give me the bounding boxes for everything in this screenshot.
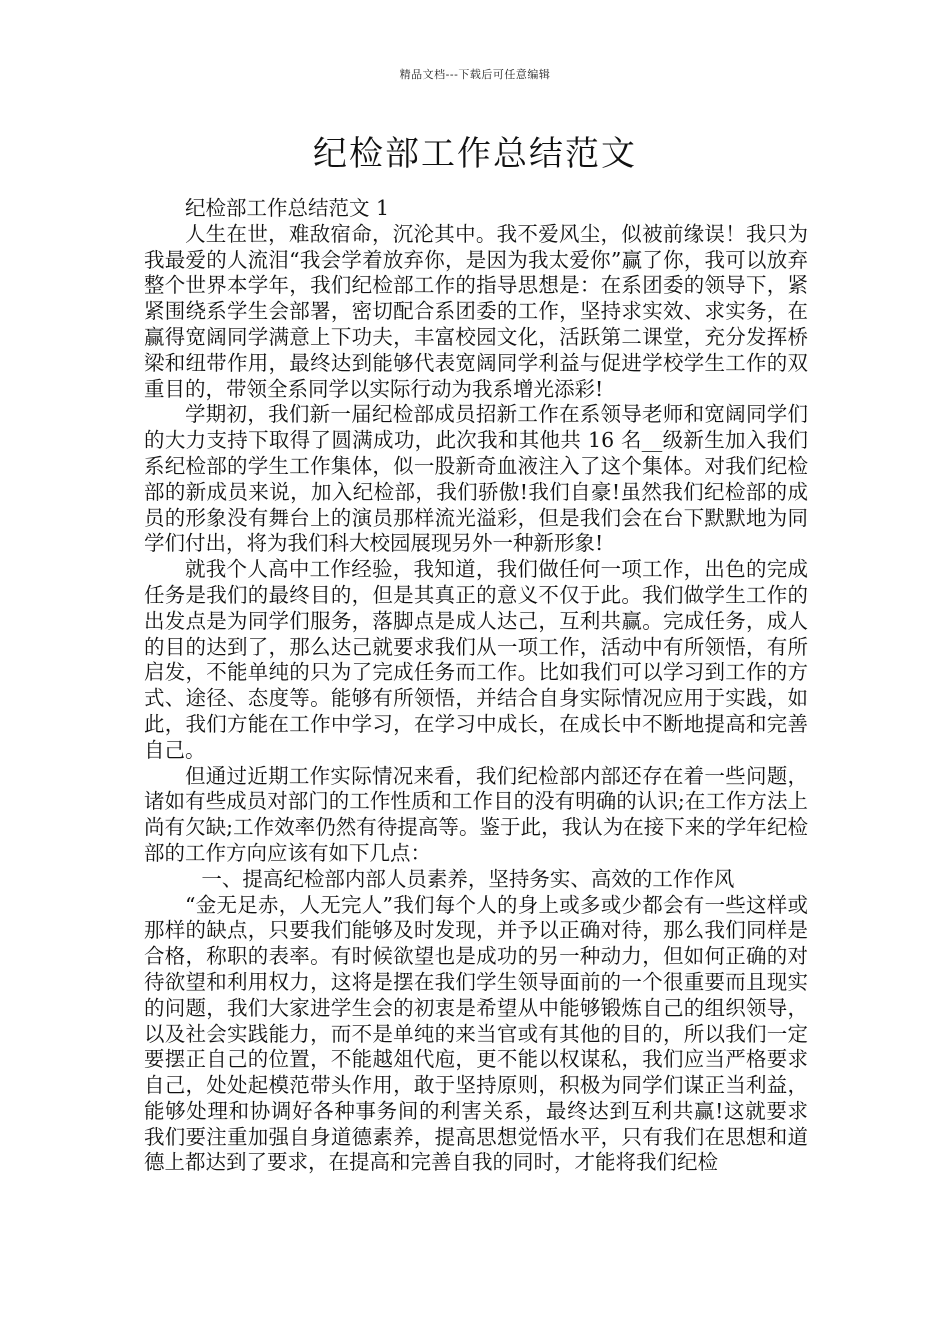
paragraph: 人生在世，难敌宿命，沉沦其中。我不爱风尘，似被前缘误！我只为我最爱的人流泪“我会学着放弃你，是因为我太爱你”赢了你，我可以放弃整个世界本学年，我们纪检部工作的指导思想是：在系团委的领导下，紧紧围绕系学生会部署，密切配合系团委的工作，坚持求实效、求实务，在赢得宽阔同学满意上下功夫，丰富校园文化，活跃第二课堂，充分发挥桥梁和纽带作用，最终达到能够代表宽阔同学利益与促进学校学生工作的双重目的，带领全系同学以实际行动为我系增光添彩!	[144, 221, 808, 401]
document-body	[144, 196, 808, 1176]
document-subtitle: 纪检部工作总结范文 1	[185, 196, 390, 220]
paragraph: 就我个人高中工作经验，我知道，我们做任何一项工作，出色的完成任务是我们的最终目的，但是其真正的意义不仅于此。我们做学生工作的出发点是为同学们服务，落脚点是成人达己，互利共赢。完成任务，成人的目的达到了，那么达己就要求我们从一项工作，活动中有所领悟，有所启发，不能单纯的只为了完成任务而工作。比如我们可以学习到工作的方式、途径、态度等。能够有所领悟，并结合自身实际情况应用于实践，如此，我们方能在工作中学习，在学习中成长，在成长中不断地提高和完善自己。	[144, 557, 808, 762]
paragraph: 但通过近期工作实际情况来看，我们纪检部内部还存在着一些问题，诸如有些成员对部门的工作性质和工作目的没有明确的认识;在工作方法上尚有欠缺;工作效率仍然有待提高等。鉴于此，我认为在接下来的学年纪检部的工作方向应该有如下几点：	[144, 763, 808, 865]
header-note: 精品文档---下载后可任意编辑	[399, 68, 551, 81]
paragraph: 学期初，我们新一届纪检部成员招新工作在系领导老师和宽阔同学们的大力支持下取得了圆满成功，此次我和其他共 16 名__级新生加入我们系纪检部的学生工作集体，似一股新奇血液注入了这个集体。对我们纪检部的新成员来说，加入纪检部，我们骄傲!我们自豪!虽然我们纪检部的成员的形象没有舞台上的演员那样流光溢彩，但是我们会在台下默默地为同学们付出，将为我们科大校园展现另外一种新形象!	[144, 402, 808, 556]
paragraph: “金无足赤，人无完人”我们每个人的身上或多或少都会有一些这样或那样的缺点，只要我们能够及时发现，并予以正确对待，那么我们同样是合格，称职的表率。有时候欲望也是成功的另一种动力，但如何正确的对待欲望和利用权力，这将是摆在我们学生领导面前的一个很重要而且现实的问题，我们大家进学生会的初衷是希望从中能够锻炼自己的组织领导，以及社会实践能力，而不是单纯的来当官或有其他的目的，所以我们一定要摆正自己的位置，不能越俎代庖，更不能以权谋私，我们应当严格要求自己，处处起模范带头作用，敢于坚持原则，积极为同学们谋正当利益，能够处理和协调好各种事务间的利害关系，最终达到互利共赢!这就要求我们要注重加强自身道德素养，提高思想觉悟水平，只有我们在思想和道德上都达到了要求，在提高和完善自我的同时，才能将我们纪检	[144, 892, 808, 1175]
section-heading: 一、提高纪检部内部人员素养，坚持务实、高效的工作作风	[201, 866, 735, 891]
document-title: 纪检部工作总结范文	[313, 134, 637, 174]
